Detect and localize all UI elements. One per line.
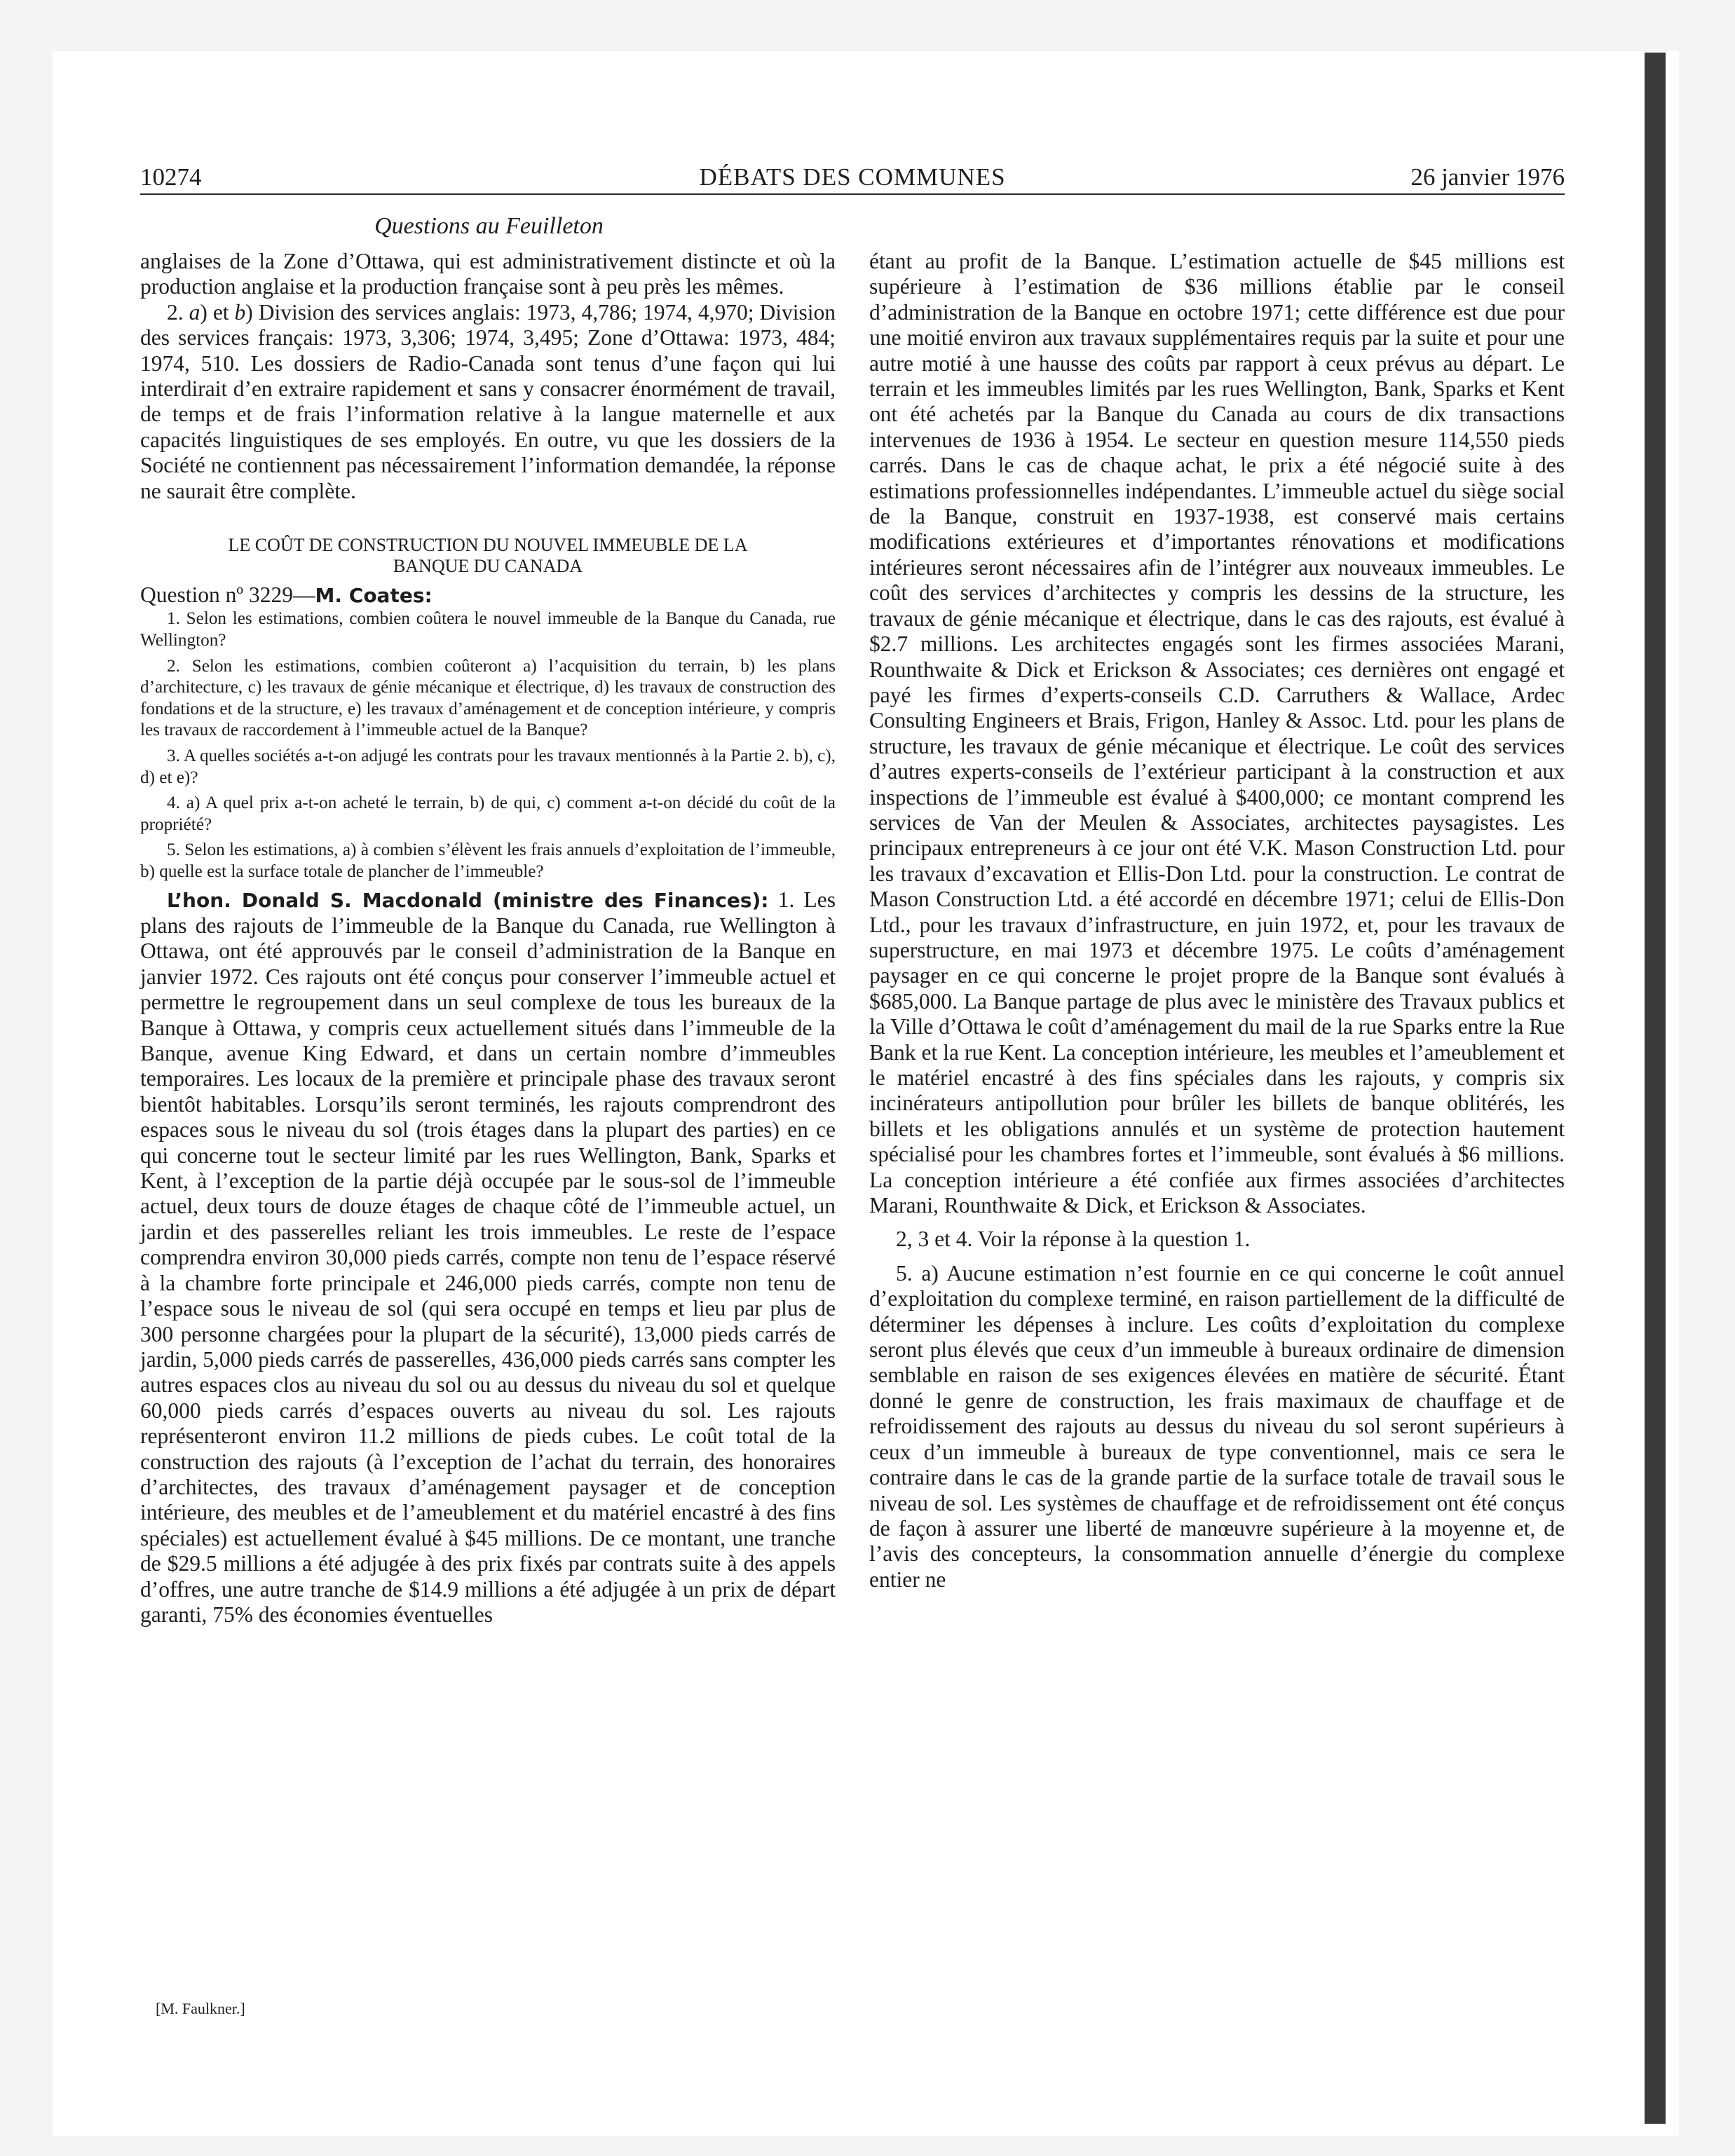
question-number: Question nº 3229— bbox=[140, 582, 315, 608]
page-header bbox=[140, 160, 1565, 195]
question-member: M. Coates: bbox=[315, 584, 433, 608]
header-rule bbox=[140, 193, 1565, 195]
question-item: 2. Selon les estimations, combien coûteront a) l’acquisition du terrain, b) les plans d’architecture, c) les travaux de génie mécanique et électrique, d) les travaux de construction des fondations et de la structure, e) les travaux d’aménagement et de conception intérieure, y compris les travaux de raccordement à l’immeuble actuel de la Banque? bbox=[140, 656, 836, 740]
question-item: 5. Selon les estimations, a) à combien s’élèvent les frais annuels d’exploitation de l’immeuble, b) quelle est la surface totale de plancher de l’immeuble? bbox=[140, 840, 836, 881]
publication-title: DÉBATS DES COMMUNES bbox=[699, 163, 1006, 191]
question-item: 3. A quelles sociétés a-t-on adjugé les contrats pour les travaux mentionnés à la Partie 2. b), c), d) et e)? bbox=[140, 746, 836, 787]
paragraph: 2. a) et b) Division des services anglais: 1973, 4,786; 1974, 4,970; Division des services français: 1973, 3,306; 1974, 3,495; Zone d’Ottawa: 1973, 484; 1974, 510. Les dossiers de Radio-Canada sont tenus d’une façon qui lui interdirait d’en extraire rapidement et sans y consacrer énormément de travail, de temps et de frais l’information relative à la langue maternelle et aux capacités linguistiques de ses employés. En outre, vu que les dossiers de la Société ne contiennent pas nécessairement l’information demandée, la réponse ne saurait être complète. bbox=[140, 299, 836, 503]
scan-edge-bar bbox=[1645, 53, 1666, 2124]
question-line bbox=[140, 582, 836, 608]
paragraph: 5. a) Aucune estimation n’est fournie en ce qui concerne le coût annuel d’exploitation du complexe terminé, en raison partiellement de la difficulté de déterminer les dépenses à inclure. Les coûts d’exploitation du complexe seront plus élevés que ceux d’un immeuble à bureaux ordinaire de dimension semblable en raison de ses exigences élevées en matière de sécurité. Étant donné le genre de construction, les frais maximaux de chauffage et de refroidissement des rajouts au dessus du niveau du sol seront supérieurs à ceux d’un immeuble à bureaux de type conventionnel, mais ce sera le contraire dans le cas de la grande partie de la surface totale de travail sous le niveau de sol. Les systèmes de chauffage et de refroidissement ont été conçus de façon à assurer une liberté de manœuvre supérieure à la moyenne et, de l’avis des concepteurs, la consommation annuelle d’énergie du complexe entier ne bbox=[869, 1260, 1565, 1592]
answer-text: 1. Les plans des rajouts de l’immeuble de la Banque du Canada, rue Wellington à Ottawa, ont été approuvés par le conseil d’administration de la Banque en janvier 1972. Ces rajouts ont été conçus pour conserver l’immeuble actuel et permettre le regroupement dans un seul complexe de tous les bureaux de la Banque à Ottawa, y compris ceux actuellement situés dans l’immeuble de la Banque, avenue King Edward, et dans un certain nombre d’immeubles temporaires. Les locaux de la première et principale phase des travaux seront bientôt habitables. Lorsqu’ils seront terminés, les rajouts comprendront des espaces sous le niveau du sol (trois étages dans la plupart des parties) en ce qui concerne tout le secteur limité par les rues Wellington, Bank, Sparks et Kent, à l’exception de la partie déjà occupée par le sous-sol de l’immeuble actuel, deux tours de douze étages de chaque côté de l’immeuble actuel, un jardin et des passerelles reliant les trois immeubles. Le reste de l’espace comprendra environ 30,000 pieds carrés, compte non tenu de l’espace réservé à la chambre forte principale et 246,000 pieds carrés, compte non tenu de l’espace sous le niveau de sol (qui sera occupé en temps et lieu par plus de 300 personne chargées pour la plupart de la sécurité), 13,000 pieds carrés de jardin, 5,000 pieds carrés de passerelles, 436,000 pieds carrés sans compter les autres espaces clos au niveau du sol ou au dessus du niveau du sol et quelque 60,000 pieds carrés d’espaces ouverts au niveau du sol. Les rajouts représenteront environ 11.2 millions de pieds cubes. Le coût total de la construction des rajouts (à l’exception de l’achat du terrain, des honoraires d’architectes, des travaux d’aménagement paysager et de conception intérieure, des meubles et de l’ameublement et du matériel encastré à des fins spéciales) est actuellement évalué à $45 millions. De ce montant, une tranche de $29.5 millions a été adjugée à des prix fixés par contrats suite à des appels d’offres, une autre tranche de $14.9 millions a été adjugée à un prix de départ garanti, 75% des économies éventuelles bbox=[140, 887, 836, 1627]
answer-speaker: L’hon. Donald S. Macdonald (ministre des Finances): bbox=[167, 888, 769, 912]
question-item: 4. a) A quel prix a-t-on acheté le terrain, b) de qui, c) comment a-t-on décidé du coût de la propriété? bbox=[140, 793, 836, 834]
left-column bbox=[140, 249, 836, 1628]
paragraph: étant au profit de la Banque. L’estimation actuelle de $45 millions est supérieure à l’estimation de $36 millions établie par le conseil d’administration de la Banque en octobre 1971; cette différence est due pour une moitié environ aux travaux supplémentaires requis par la suite et pour une autre motié à une hausse des coûts par rapport à ceux prévus au départ. Le terrain et les immeubles limités par les rues Wellington, Bank, Sparks et Kent ont été achetés par la Banque du Canada au cours de dix transactions intervenues de 1936 à 1954. Le secteur en question mesure 114,550 pieds carrés. Dans le cas de chaque achat, le prix a été négocié suite à des estimations professionnelles indépendantes. L’immeuble actuel du siège social de la Banque, construit en 1937-1938, est conservé mais certains modifications extérieures et d’importantes rénovations et modifications intérieures seront nécessaires afin de l’intégrer aux nouveaux immeubles. Le coût des services d’architectes y compris les dessins de la structure, les travaux de génie mécanique et électrique, dans le cas des rajouts, est évalué à $2.7 millions. Les architectes engagés sont les firmes associées Marani, Rounthwaite & Dick et Erickson & Associates; ces dernières ont engagé et payé les firmes d’experts-conseils C.D. Carruthers & Wallace, Ardec Consulting Engineers et Brais, Frigon, Hanley & Assoc. Ltd. pour les plans de structure, les travaux de génie mécanique et électrique. Le coût des services d’autres experts-conseils de l’extérieur participant à la construction et aux inspections de l’immeuble est évalué à $400,000; ce montant comprend les services de Van der Meulen & Associates, architectes paysagistes. Les principaux entrepreneurs à ce jour ont été V.K. Mason Construction Ltd. pour les travaux d’excavation et Ellis-Don Ltd. pour la construction. Le contrat de Mason Construction Ltd. a été accordé en décembre 1971; celui de Ellis-Don Ltd., pour les travaux d’infrastructure, en juin 1972, et, pour les travaux de superstructure, en mai 1973 et décembre 1975. Le coûts d’aménagement paysager en ce qui concerne le projet propre de la Banque sont évalués à $685,000. La Banque partage de plus avec le ministère des Travaux publics et la Ville d’Ottawa le coût d’aménagement du mail de la rue Sparks entre la Rue Bank et la rue Kent. La conception intérieure, les meubles et l’ameublement et le matériel encastré à des fins spéciales dans les rajouts, y compris six incinérateurs antipollution pour brûler les billets de banque oblitérés, les billets et les obligations annulés et un système de protection hautement spécialisé pour les chambres fortes et l’immeuble, sont évalués à $6 millions. La conception intérieure a été confiée aux firmes associées d’architectes Marani, Rounthwaite & Dick, et Erickson & Associates. bbox=[869, 249, 1565, 1218]
speaker-footnote: [M. Faulkner.] bbox=[156, 2000, 245, 2017]
paragraph: anglaises de la Zone d’Ottawa, qui est administrativement distincte et où la production anglaise et la production française sont à peu près les mêmes. bbox=[140, 249, 836, 299]
paragraph: 2, 3 et 4. Voir la réponse à la question 1. bbox=[896, 1227, 1251, 1252]
page-number: 10274 bbox=[140, 163, 202, 191]
right-column bbox=[869, 249, 1565, 1592]
section-title: Questions au Feuilleton bbox=[374, 213, 604, 239]
question-item: 1. Selon les estimations, combien coûtera le nouvel immeuble de la Banque du Canada, rue Wellington? bbox=[140, 609, 836, 650]
question-items bbox=[140, 608, 836, 882]
answer-paragraph bbox=[140, 887, 836, 1628]
article-heading: LE COÛT DE CONSTRUCTION DU NOUVEL IMMEUBLE DE LA BANQUE DU CANADA bbox=[228, 535, 748, 577]
page-date: 26 janvier 1976 bbox=[1410, 163, 1565, 191]
